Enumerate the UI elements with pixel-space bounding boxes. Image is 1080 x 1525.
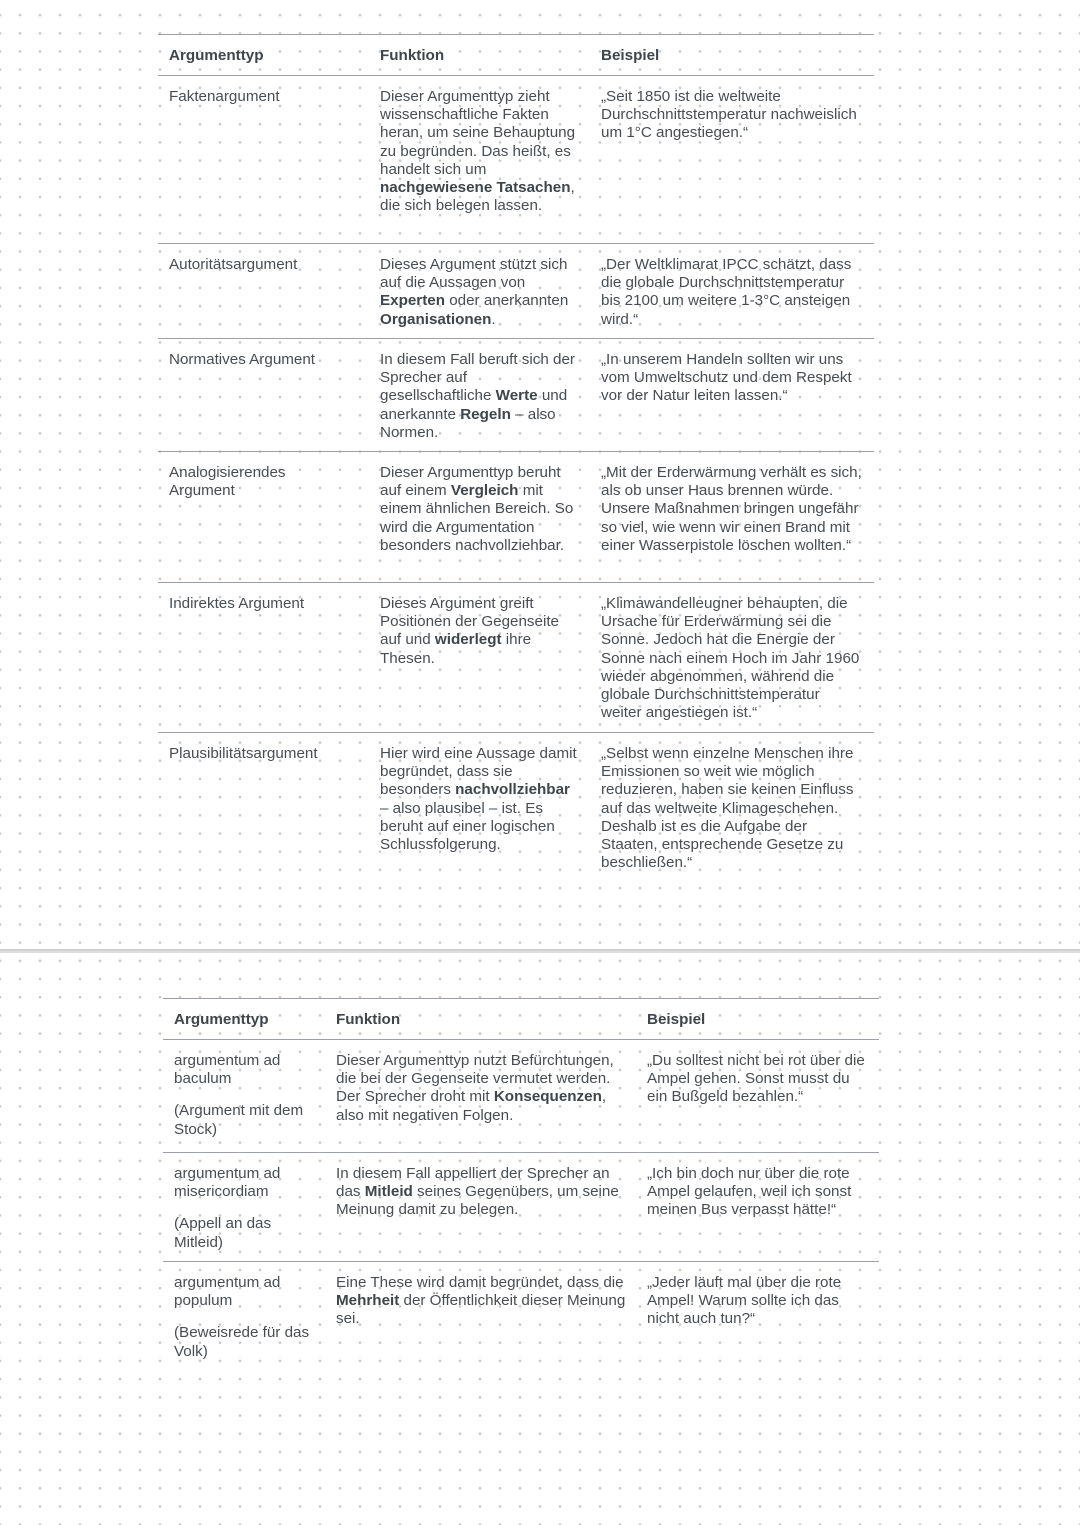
function-cell: Dieser Argumenttyp zieht wissenschaftliche Fakten heran, um seine Behauptung zu begründen. Das heißt, es handelt sich um nachgewiesene Tatsachen, die sich belegen lassen. [380, 88, 576, 215]
table-row [158, 339, 874, 452]
header-funktion: Funktion [380, 47, 445, 64]
table-header-row [163, 999, 879, 1040]
argument-type-cell: Autoritätsargument [169, 256, 298, 273]
emphasis-text: Werte [495, 387, 538, 405]
header-funktion: Funktion [336, 1011, 401, 1028]
table-row [163, 1262, 879, 1371]
example-cell: „Mit der Erderwärmung verhält es sich, als ob unser Haus brennen würde. Unsere Maßnahmen bringen ungefähr so viel, wie wenn wir einen Brand mit einer Wasserpistole löschen wollten.“ [601, 464, 862, 554]
emphasis-text: Experten [380, 292, 445, 310]
header-beispiel: Beispiel [601, 47, 660, 64]
table-row [158, 583, 874, 733]
argument-type-name: argumentum ad baculum [174, 1052, 281, 1088]
function-cell: Dieses Argument stützt sich auf die Aussagen von Experten oder anerkannten Organisationen. [380, 256, 569, 328]
function-cell: Dieses Argument greift Positionen der Gegenseite auf und widerlegt ihre Thesen. [380, 595, 559, 667]
fallacy-argument-table [163, 998, 879, 1371]
argument-type-cell: Indirektes Argument [169, 595, 305, 612]
argument-type-cell: Plausibilitätsargument [169, 745, 318, 762]
example-cell: „Du solltest nicht bei rot über die Ampel gehen. Sonst musst du ein Bußgeld bezahlen.“ [647, 1052, 865, 1106]
header-argumenttyp: Argumenttyp [174, 1011, 269, 1028]
emphasis-text: Mehrheit [336, 1292, 400, 1310]
function-cell: Hier wird eine Aussage damit begründet, dass sie besonders nachvollziehbar – also plausibel – ist. Es beruht auf einer logischen Schlussfolgerung. [380, 745, 577, 854]
argument-types-table [158, 34, 874, 883]
page-divider [0, 949, 1080, 953]
example-cell: „Seit 1850 ist die weltweite Durchschnittstemperatur nachweislich um 1°C angestiegen.“ [601, 88, 857, 142]
table-row [158, 452, 874, 583]
argument-type-name: argumentum ad populum [174, 1274, 281, 1310]
table-row [158, 733, 874, 883]
example-cell: „Selbst wenn einzelne Menschen ihre Emissionen so weit wie möglich reduzieren, haben sie keinen Einfluss auf das weltweite Klimageschehen. Deshalb ist es die Aufgabe der Staaten, entsprechende Gesetze zu beschließen.“ [601, 745, 854, 872]
argument-type-cell: Normatives Argument [169, 351, 316, 368]
example-cell: „In unserem Handeln sollten wir uns vom Umweltschutz und dem Respekt vor der Natur leiten lassen.“ [601, 351, 852, 405]
argument-type-cell: Faktenargument [169, 88, 280, 105]
header-argumenttyp: Argumenttyp [169, 47, 264, 64]
example-cell: „Der Weltklimarat IPCC schätzt, dass die globale Durchschnittstemperatur bis 2100 um weitere 1-3°C ansteigen wird.“ [601, 256, 852, 328]
function-cell: Dieser Argumenttyp nutzt Befürchtungen, die bei der Gegenseite vermutet werden. Der Sprecher droht mit Konsequenzen, also mit negativen Folgen. [336, 1052, 614, 1124]
table-row [158, 76, 874, 244]
argument-type-cell [163, 1153, 325, 1261]
function-cell: Dieser Argumenttyp beruht auf einem Vergleich mit einem ähnlichen Bereich. So wird die Argumentation besonders nachvollziehbar. [380, 464, 574, 554]
emphasis-text: nachgewiesene Tatsachen [380, 179, 571, 197]
table-header-row [158, 35, 874, 76]
argument-type-cell [163, 1040, 325, 1152]
example-cell: „Ich bin doch nur über die rote Ampel gelaufen, weil ich sonst meinen Bus verpasst hätte!“ [647, 1165, 852, 1219]
table-row [163, 1040, 879, 1153]
function-cell: In diesem Fall beruft sich der Sprecher auf gesellschaftliche Werte und anerkannte Regeln – also Normen. [380, 351, 575, 441]
argument-type-name: argumentum ad misericordiam [174, 1165, 281, 1201]
function-cell: In diesem Fall appelliert der Sprecher an das Mitleid seines Gegenübers, um seine Meinung damit zu belegen. [336, 1165, 619, 1219]
emphasis-text: Vergleich [450, 482, 519, 500]
argument-type-translation: (Beweisrede für das Volk) [174, 1324, 310, 1360]
argument-type-translation: (Appell an das Mitleid) [174, 1215, 272, 1251]
example-cell: „Klimawandelleugner behaupten, die Ursache für Erderwärmung sei die Sonne. Jedoch hat die Energie der Sonne nach einem Hoch im Jahr 1960 wieder abgenommen, während die globale Durchschnittstemperatur weiter angestiegen ist.“ [601, 595, 860, 722]
function-cell: Eine These wird damit begründet, dass die Mehrheit der Öffentlichkeit dieser Meinung sei. [336, 1274, 626, 1328]
example-cell: „Jeder läuft mal über die rote Ampel! Warum sollte ich das nicht auch tun?“ [647, 1274, 842, 1328]
emphasis-text: Organisationen [380, 310, 492, 328]
table-row [163, 1153, 879, 1262]
emphasis-text: widerlegt [434, 631, 502, 649]
emphasis-text: nachvollziehbar [455, 781, 570, 799]
argument-type-cell [163, 1262, 325, 1371]
emphasis-text: Konsequenzen [493, 1088, 602, 1106]
emphasis-text: Regeln [460, 405, 511, 423]
argument-type-translation: (Argument mit dem Stock) [174, 1102, 304, 1138]
header-beispiel: Beispiel [647, 1011, 706, 1028]
argument-type-cell: Analogisierendes Argument [169, 464, 286, 500]
emphasis-text: Mitleid [364, 1183, 413, 1201]
table-row [158, 244, 874, 339]
